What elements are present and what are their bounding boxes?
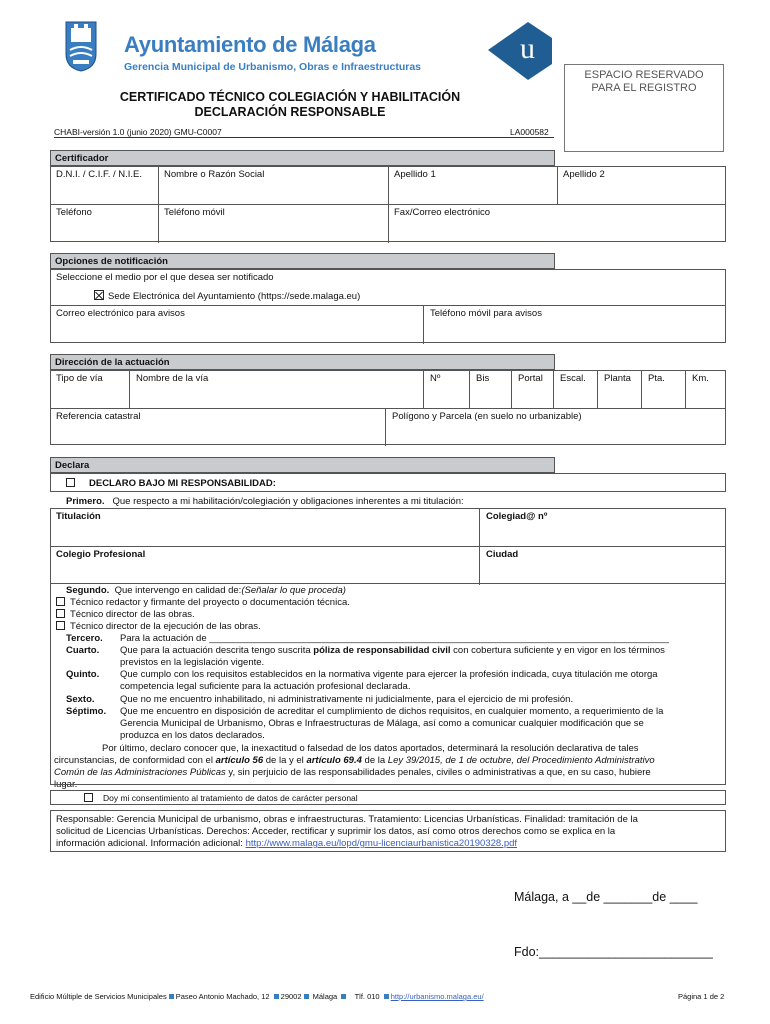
final-2f: Ley 39/2015, de 1 de octubre, del Procedimiento Administrativo <box>387 755 655 766</box>
colegiado-field[interactable]: Colegiad@ nº <box>486 511 548 522</box>
tercero-line <box>66 633 726 645</box>
email-avisos-field[interactable]: Correo electrónico para avisos <box>56 308 185 319</box>
primero-label: Primero. <box>66 496 105 507</box>
signature-date[interactable]: Málaga, a __de _______de ____ <box>514 890 698 904</box>
checkbox-icon[interactable] <box>56 609 65 618</box>
rgpd-link[interactable]: http://www.malaga.eu/lopd/gmu-licenciaurbanistica20190328.pdf <box>245 838 518 849</box>
colegio-field[interactable]: Colegio Profesional <box>56 549 146 560</box>
direccion-box <box>50 370 726 445</box>
bullet-square-icon <box>169 994 174 999</box>
form-version-code: CHABI-versión 1.0 (junio 2020) GMU-C0007 <box>54 127 222 137</box>
checkbox-icon[interactable] <box>56 597 65 606</box>
gmu-logo-icon <box>488 22 552 80</box>
option-director-obras-label: Técnico director de las obras. <box>70 609 195 620</box>
ciudad-field[interactable]: Ciudad <box>486 549 519 560</box>
septimo-text-a: Que me encuentro en disposición de acreditar el cumplimiento de dichos requisitos, en cualquier momento, a requerimiento de la <box>120 706 664 717</box>
consent-label: Doy mi consentimiento al tratamiento de datos de carácter personal <box>103 793 358 803</box>
registry-reserved-box <box>564 64 724 152</box>
final-line-2 <box>54 755 726 767</box>
footer-zip: 29002 <box>280 992 302 1001</box>
primero-text: Que respecto a mi habilitación/colegiación y obligaciones inherentes a mi titulación: <box>112 496 464 507</box>
sexto-text: Que no me encuentro inhabilitado, ni administrativamente ni judicialmente, para el ejercicio de mi profesión. <box>120 694 574 705</box>
segundo-hint: (Señalar lo que proceda) <box>241 585 346 596</box>
reserved-text: ESPACIO RESERVADO PARA EL REGISTRO <box>584 69 704 94</box>
portal-field[interactable]: Portal <box>518 373 543 384</box>
section-header-notificacion: Opciones de notificación <box>50 253 555 269</box>
footer-street: Paseo Antonio Machado, 12 <box>175 992 270 1001</box>
section-header-declara: Declara <box>50 457 555 473</box>
certificador-box <box>50 166 726 242</box>
document-title-line-1: CERTIFICADO TÉCNICO COLEGIACIÓN Y HABILITACIÓN <box>119 90 461 104</box>
titulacion-field[interactable]: Titulación <box>56 511 101 522</box>
telefono-field[interactable]: Teléfono <box>56 207 92 218</box>
notification-select-label: Seleccione el medio por el que desea ser notificado <box>56 272 274 283</box>
consent-row[interactable] <box>50 790 726 805</box>
septimo-line-2: Gerencia Municipal de Urbanismo, Obras e Infraestructuras de Málaga, así como a comunicar cualquier modificación que se <box>120 718 644 729</box>
final-2c: de la y el <box>263 755 307 766</box>
tercero-text[interactable]: Para la actuación de _______________________________________________________________________________________ <box>120 633 669 644</box>
final-line-1: Por último, declaro conocer que, la inexactitud o falsedad de los datos aportados, determinará la resolución declarativa de tales <box>102 743 639 754</box>
checkbox-checked-icon[interactable] <box>94 290 104 300</box>
form-reference-code: LA000582 <box>510 127 549 137</box>
section-header-certificador: Certificador <box>50 150 555 166</box>
referencia-catastral-field[interactable]: Referencia catastral <box>56 411 141 422</box>
final-2a: circunstancias, de conformidad con el <box>54 755 216 766</box>
final-2e: de la <box>361 755 388 766</box>
page-number: Página 1 de 2 <box>678 992 725 1001</box>
nombre-field[interactable]: Nombre o Razón Social <box>164 169 265 180</box>
final-3b: y, sin perjuicio de las responsabilidades penales, civiles o administrativas a que, en su caso, hubiere <box>225 767 651 778</box>
bullet-square-icon <box>341 994 346 999</box>
segundo-line <box>66 585 706 597</box>
document-title-line-2: DECLARACIÓN RESPONSABLE <box>194 105 386 119</box>
declaro-label: DECLARO BAJO MI RESPONSABILIDAD <box>89 478 273 489</box>
option-redactor-label: Técnico redactor y firmante del proyecto o documentación técnica. <box>70 597 350 608</box>
sede-option[interactable] <box>91 288 363 304</box>
quinto-line <box>66 669 726 681</box>
notificacion-box <box>50 269 726 343</box>
segundo-label: Segundo. <box>66 585 110 596</box>
septimo-label: Séptimo. <box>66 706 107 717</box>
cuarto-text-c: con cobertura suficiente y en vigor en los términos <box>450 645 665 656</box>
segundo-text: Que intervengo en calidad de: <box>114 585 242 596</box>
rgpd-line-3 <box>56 838 720 850</box>
checkbox-icon[interactable] <box>56 621 65 630</box>
final-3a: Común de las Administraciones Públicas <box>54 767 226 778</box>
header-divider <box>54 137 554 138</box>
dni-field[interactable]: D.N.I. / C.I.F. / N.I.E. <box>56 169 143 180</box>
footer-address <box>30 992 484 1001</box>
puerta-field[interactable]: Pta. <box>648 373 665 384</box>
cuarto-text-b: póliza de responsabilidad civil <box>313 645 451 656</box>
footer-city: Málaga <box>312 992 338 1001</box>
tipo-via-field[interactable]: Tipo de vía <box>56 373 103 384</box>
cuarto-line-2: previstos en la legislación vigente. <box>120 657 265 668</box>
cuarto-text-a: Que para la actuación descrita tengo suscrita <box>120 645 314 656</box>
tercero-label: Tercero. <box>66 633 103 644</box>
km-field[interactable]: Km. <box>692 373 709 384</box>
final-line-3 <box>54 767 726 779</box>
quinto-text-a: Que cumplo con los requisitos establecidos en la normativa vigente para ejercer la profesión indicada, cuya titulación me otorga <box>120 669 658 680</box>
bullet-square-icon <box>304 994 309 999</box>
bis-field[interactable]: Bis <box>476 373 490 384</box>
apellido2-field[interactable]: Apellido 2 <box>563 169 605 180</box>
declaro-option[interactable]: DECLARO BAJO MI RESPONSABILIDAD: <box>63 476 279 491</box>
sexto-label: Sexto. <box>66 694 95 705</box>
option-redactor[interactable] <box>56 597 728 609</box>
cuarto-label: Cuarto. <box>66 645 100 656</box>
option-director-ejecucion-label: Técnico director de la ejecución de las obras. <box>70 621 261 632</box>
primero-line <box>66 496 464 507</box>
footer-building: Edificio Múltiple de Servicios Municipales <box>30 992 167 1001</box>
septimo-line <box>66 706 726 718</box>
nombre-via-field[interactable]: Nombre de la vía <box>136 373 209 384</box>
quinto-label: Quinto. <box>66 669 100 680</box>
checkbox-icon[interactable] <box>66 478 75 487</box>
footer-link[interactable]: http://urbanismo.malaga.eu/ <box>390 992 484 1001</box>
septimo-line-3: produzca en los datos declarados. <box>120 730 265 741</box>
rgpd-line-2: solicitud de Licencias Urbanísticas. Derechos: Acceder, rectificar y suprimir los datos, así como otros derechos como se explica en la <box>56 826 616 837</box>
sede-option-label: Sede Electrónica del Ayuntamiento (https://sede.malaga.eu) <box>108 291 361 302</box>
declara-bottom-border <box>50 784 726 785</box>
logo-letter: u <box>520 32 535 65</box>
option-director-obras[interactable] <box>56 609 728 621</box>
option-director-ejecucion[interactable] <box>56 621 728 633</box>
poligono-parcela-field[interactable]: Polígono y Parcela (en suelo no urbanizable) <box>392 411 582 422</box>
numero-field[interactable]: Nº <box>430 373 441 384</box>
section-header-direccion: Dirección de la actuación <box>50 354 555 370</box>
document-title <box>100 90 480 120</box>
rgpd-line-1: Responsable: Gerencia Municipal de urbanismo, obras e infraestructuras. Tratamiento: Licencias Urbanísticas. Finalidad: tramitación de la <box>56 814 638 825</box>
footer-phone: Tlf. 010 <box>354 992 380 1001</box>
apellido1-field[interactable]: Apellido 1 <box>394 169 436 180</box>
final-2d: artículo 69.4 <box>306 755 362 766</box>
org-subtitle: Gerencia Municipal de Urbanismo, Obras e Infraestructuras <box>124 61 422 73</box>
rgpd-box <box>50 810 726 852</box>
declaro-row <box>50 473 726 492</box>
movil-field[interactable]: Teléfono móvil <box>164 207 225 218</box>
rgpd-line-3-text: información adicional. Información adicional: <box>56 838 246 849</box>
escalera-field[interactable]: Escal. <box>560 373 586 384</box>
final-2b: artículo 56 <box>215 755 264 766</box>
signature-line[interactable]: Fdo:_________________________ <box>514 945 713 959</box>
checkbox-icon[interactable] <box>84 793 93 802</box>
cuarto-line <box>66 645 726 657</box>
quinto-line-2: competencia legal suficiente para la actuación profesional declarada. <box>120 681 411 692</box>
planta-field[interactable]: Planta <box>604 373 631 384</box>
movil-avisos-field[interactable]: Teléfono móvil para avisos <box>430 308 542 319</box>
org-title: Ayuntamiento de Málaga <box>124 32 376 57</box>
city-crest-icon <box>64 18 98 72</box>
bullet-square-icon <box>384 994 389 999</box>
sexto-line <box>66 694 726 706</box>
fax-email-field[interactable]: Fax/Correo electrónico <box>394 207 491 218</box>
bullet-square-icon <box>274 994 279 999</box>
titulacion-box <box>50 508 726 584</box>
